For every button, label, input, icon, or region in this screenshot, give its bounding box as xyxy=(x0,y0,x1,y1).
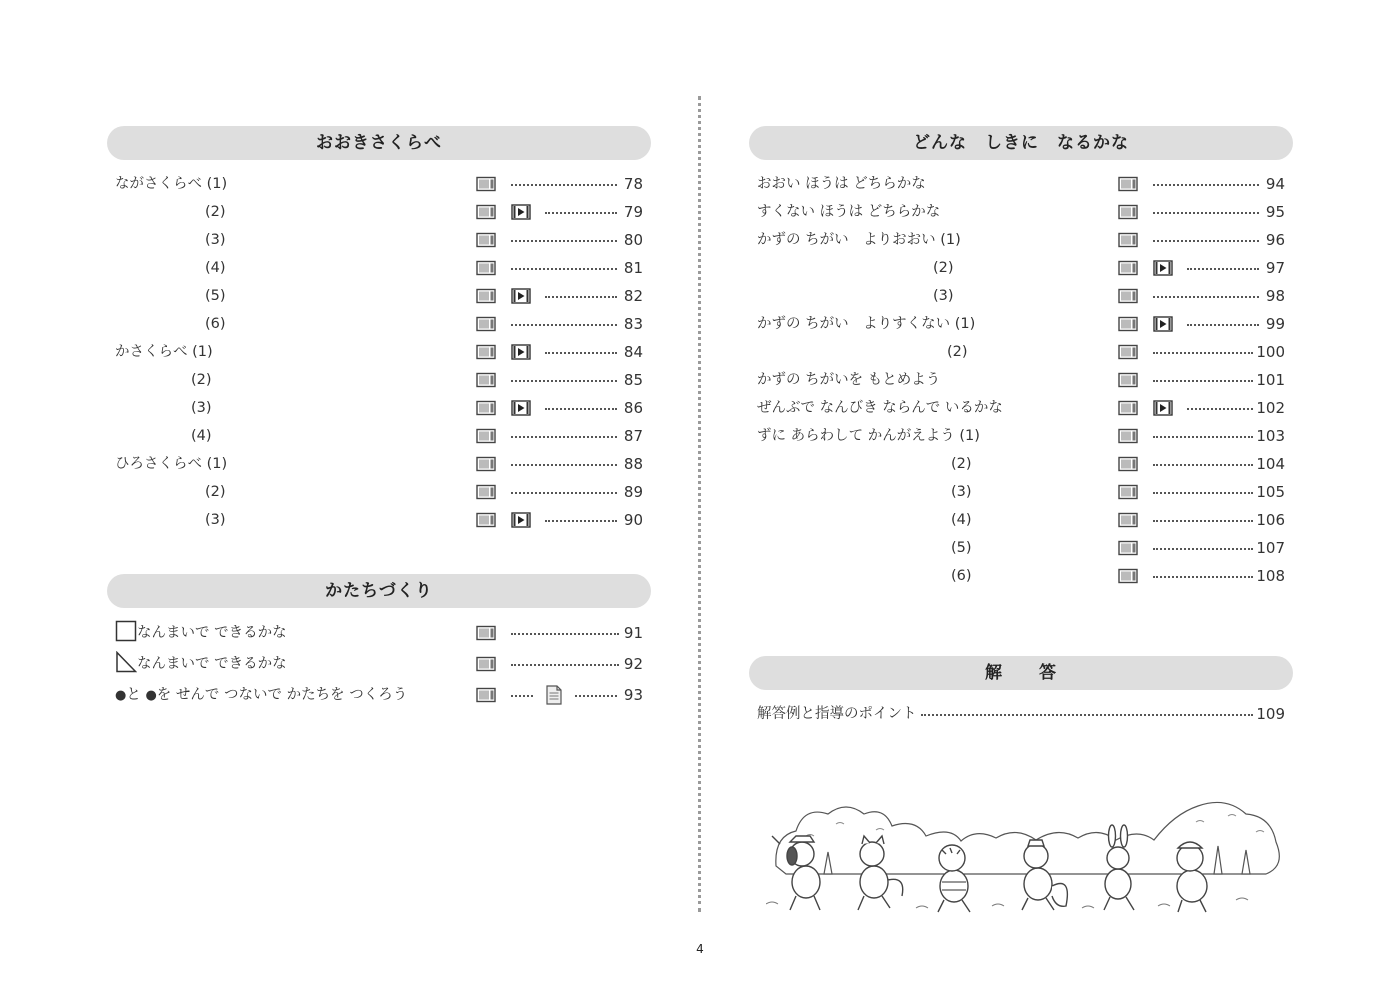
page-number: 109 xyxy=(1256,705,1285,723)
page-number: 90 xyxy=(623,511,643,529)
toc-title: かずの ちがい よりすくない (1) xyxy=(757,316,976,332)
leader-dots xyxy=(511,436,617,438)
worksheet-icon xyxy=(1118,372,1138,388)
worksheet-icon xyxy=(476,656,496,672)
leader-dots xyxy=(1153,464,1253,466)
page-number: 105 xyxy=(1256,483,1285,501)
toc-title: ぜんぶで なんびき ならんで いるかな xyxy=(757,400,1003,416)
page-number: 94 xyxy=(1265,175,1285,193)
leader-dots xyxy=(1153,184,1259,186)
toc-subtitle: (2) xyxy=(933,260,954,276)
toc-row-91[interactable] xyxy=(107,621,651,645)
toc-row-96[interactable] xyxy=(749,228,1293,252)
video-play-icon[interactable] xyxy=(511,400,531,416)
leader-dots xyxy=(1153,576,1253,578)
page-number: 100 xyxy=(1256,343,1285,361)
page-number: 88 xyxy=(623,455,643,473)
square-shape-icon xyxy=(115,620,137,642)
toc-subtitle: (2) xyxy=(947,344,968,360)
worksheet-icon xyxy=(1118,400,1138,416)
section-header-size-comparison xyxy=(107,126,651,160)
page-number: 102 xyxy=(1256,399,1285,417)
toc-title-with-square xyxy=(115,621,287,645)
leader-dots xyxy=(511,695,533,697)
toc-title: おおい ほうは どちらかな xyxy=(757,176,926,192)
leader-dots xyxy=(545,408,617,410)
worksheet-icon xyxy=(1118,512,1138,528)
toc-subtitle: (4) xyxy=(205,260,226,276)
worksheet-icon xyxy=(1118,344,1138,360)
toc-row-97[interactable] xyxy=(749,256,1293,280)
toc-subtitle: (2) xyxy=(951,456,972,472)
worksheet-icon xyxy=(476,456,496,472)
worksheet-icon xyxy=(1118,484,1138,500)
toc-row-92[interactable] xyxy=(107,652,651,676)
black-dot-glyph: ● xyxy=(145,688,157,703)
page-number: 79 xyxy=(623,203,643,221)
leader-dots xyxy=(1187,268,1259,270)
worksheet-icon xyxy=(1118,176,1138,192)
page-number: 91 xyxy=(623,624,643,642)
animals-walking-illustration xyxy=(766,796,1286,916)
video-play-icon[interactable] xyxy=(1153,316,1173,332)
toc-row-86[interactable] xyxy=(107,396,651,420)
leader-dots xyxy=(511,324,617,326)
worksheet-icon xyxy=(476,428,496,444)
worksheet-icon xyxy=(476,344,496,360)
worksheet-icon xyxy=(476,176,496,192)
toc-row-104[interactable] xyxy=(749,452,1293,476)
section-header-answers xyxy=(749,656,1293,690)
leader-dots xyxy=(545,352,617,354)
page-number: 103 xyxy=(1256,427,1285,445)
toc-title: かずの ちがい よりおおい (1) xyxy=(757,232,961,248)
page-number: 78 xyxy=(623,175,643,193)
leader-dots xyxy=(511,184,617,186)
toc-row-90[interactable] xyxy=(107,508,651,532)
leader-dots xyxy=(1153,296,1259,298)
toc-row-93[interactable] xyxy=(107,683,651,707)
leader-dots xyxy=(1187,408,1253,410)
leader-dots xyxy=(921,714,1253,716)
toc-subtitle: (2) xyxy=(205,204,226,220)
toc-row-101[interactable] xyxy=(749,368,1293,392)
section-title: 解 答 xyxy=(985,663,1057,683)
toc-title: ずに あらわして かんがえよう (1) xyxy=(757,428,980,444)
toc-subtitle: (3) xyxy=(951,484,972,500)
toc-row-87[interactable] xyxy=(107,424,651,448)
toc-row-102[interactable] xyxy=(749,396,1293,420)
toc-row-107[interactable] xyxy=(749,536,1293,560)
toc-row-79[interactable] xyxy=(107,200,651,224)
leader-dots xyxy=(511,633,619,635)
video-play-icon[interactable] xyxy=(511,512,531,528)
leader-dots xyxy=(1153,352,1253,354)
section-title: かたちづくり xyxy=(325,581,433,601)
worksheet-icon xyxy=(476,232,496,248)
page-footer-number: 4 xyxy=(696,942,704,956)
toc-subtitle: (3) xyxy=(933,288,954,304)
leader-dots xyxy=(545,520,617,522)
section-title: どんな しきに なるかな xyxy=(913,133,1129,153)
toc-subtitle: (2) xyxy=(191,372,212,388)
toc-title-part: と xyxy=(126,687,146,703)
page-number: 99 xyxy=(1265,315,1285,333)
page-number: 84 xyxy=(623,343,643,361)
leader-dots xyxy=(511,664,619,666)
toc-title-part: を せんで つないで かたちを つくろう xyxy=(156,687,408,703)
toc-row-98[interactable] xyxy=(749,284,1293,308)
page-number: 107 xyxy=(1256,539,1285,557)
triangle-shape-icon xyxy=(115,651,137,673)
worksheet-icon xyxy=(476,484,496,500)
document-icon[interactable] xyxy=(545,685,563,705)
video-play-icon[interactable] xyxy=(511,288,531,304)
leader-dots xyxy=(1153,548,1253,550)
toc-title: かさくらべ (1) xyxy=(115,344,213,360)
toc-subtitle: (2) xyxy=(205,484,226,500)
toc-row-80[interactable] xyxy=(107,228,651,252)
page-divider xyxy=(698,96,701,912)
toc-row-81[interactable] xyxy=(107,256,651,280)
toc-row-82[interactable] xyxy=(107,284,651,308)
page-number: 106 xyxy=(1256,511,1285,529)
worksheet-icon xyxy=(476,260,496,276)
toc-row-108[interactable] xyxy=(749,564,1293,588)
toc-title: すくない ほうは どちらかな xyxy=(757,204,941,220)
worksheet-icon xyxy=(476,288,496,304)
toc-subtitle: (3) xyxy=(205,512,226,528)
page-number: 87 xyxy=(623,427,643,445)
toc-row-100[interactable] xyxy=(749,340,1293,364)
leader-dots xyxy=(1187,324,1259,326)
toc-subtitle: (3) xyxy=(191,400,212,416)
page-number: 80 xyxy=(623,231,643,249)
leader-dots xyxy=(1153,212,1259,214)
worksheet-icon xyxy=(1118,316,1138,332)
leader-dots xyxy=(1153,240,1259,242)
worksheet-icon xyxy=(476,687,496,703)
worksheet-icon xyxy=(1118,204,1138,220)
toc-subtitle: (5) xyxy=(951,540,972,556)
page-number: 89 xyxy=(623,483,643,501)
toc-title: ながさくらべ (1) xyxy=(115,176,228,192)
video-play-icon[interactable] xyxy=(1153,400,1173,416)
worksheet-icon xyxy=(476,400,496,416)
leader-dots xyxy=(511,492,617,494)
toc-row-109[interactable] xyxy=(749,702,1293,726)
worksheet-icon xyxy=(476,625,496,641)
toc-title: かずの ちがいを もとめよう xyxy=(757,372,941,388)
bear-character xyxy=(1177,842,1207,912)
worksheet-icon xyxy=(1118,260,1138,276)
leader-dots xyxy=(1153,520,1253,522)
worksheet-icon xyxy=(1118,456,1138,472)
video-play-icon[interactable] xyxy=(511,204,531,220)
page-number: 85 xyxy=(623,371,643,389)
toc-title: ひろさくらべ (1) xyxy=(115,456,228,472)
toc-title-with-triangle xyxy=(115,652,287,676)
toc-row-94[interactable] xyxy=(749,172,1293,196)
page-number: 96 xyxy=(1265,231,1285,249)
page-number: 82 xyxy=(623,287,643,305)
leader-dots xyxy=(511,464,617,466)
worksheet-icon xyxy=(476,316,496,332)
toc-row-84[interactable] xyxy=(107,340,651,364)
toc-subtitle: (5) xyxy=(205,288,226,304)
page-number: 104 xyxy=(1256,455,1285,473)
worksheet-icon xyxy=(476,372,496,388)
worksheet-icon xyxy=(1118,232,1138,248)
page-number: 97 xyxy=(1265,259,1285,277)
toc-title: なんまいで できるかな xyxy=(137,625,287,641)
toc-row-85[interactable] xyxy=(107,368,651,392)
toc-row-105[interactable] xyxy=(749,480,1293,504)
leader-dots xyxy=(545,212,617,214)
worksheet-icon xyxy=(1118,568,1138,584)
page-number: 93 xyxy=(623,686,643,704)
page-number: 81 xyxy=(623,259,643,277)
page-number: 101 xyxy=(1256,371,1285,389)
leader-dots xyxy=(511,380,617,382)
leader-dots xyxy=(511,268,617,270)
page-number: 86 xyxy=(623,399,643,417)
toc-title: なんまいで できるかな xyxy=(137,656,287,672)
black-dot-glyph: ● xyxy=(115,688,127,703)
leader-dots xyxy=(1153,492,1253,494)
worksheet-icon xyxy=(1118,540,1138,556)
toc-row-95[interactable] xyxy=(749,200,1293,224)
page-number: 108 xyxy=(1256,567,1285,585)
worksheet-icon xyxy=(476,512,496,528)
section-header-which-expression xyxy=(749,126,1293,160)
toc-subtitle: (3) xyxy=(205,232,226,248)
leader-dots xyxy=(1153,380,1253,382)
page-number: 98 xyxy=(1265,287,1285,305)
toc-row-83[interactable] xyxy=(107,312,651,336)
toc-row-103[interactable] xyxy=(749,424,1293,448)
toc-subtitle: (4) xyxy=(951,512,972,528)
toc-title-dots xyxy=(115,683,407,708)
toc-subtitle: (6) xyxy=(205,316,226,332)
toc-row-99[interactable] xyxy=(749,312,1293,336)
section-title: おおきさくらべ xyxy=(316,133,442,153)
leader-dots xyxy=(511,240,617,242)
toc-row-78[interactable] xyxy=(107,172,651,196)
toc-title: 解答例と指導のポイント xyxy=(757,706,917,722)
toc-row-106[interactable] xyxy=(749,508,1293,532)
video-play-icon[interactable] xyxy=(511,344,531,360)
tiger-character xyxy=(938,845,970,912)
page-number: 83 xyxy=(623,315,643,333)
toc-subtitle: (6) xyxy=(951,568,972,584)
video-play-icon[interactable] xyxy=(1153,260,1173,276)
toc-row-89[interactable] xyxy=(107,480,651,504)
grass-tufts xyxy=(766,898,1248,908)
leader-dots xyxy=(1153,436,1253,438)
worksheet-icon xyxy=(1118,288,1138,304)
worksheet-icon xyxy=(1118,428,1138,444)
leader-dots xyxy=(545,296,617,298)
leader-dots xyxy=(575,695,617,697)
toc-row-88[interactable] xyxy=(107,452,651,476)
page-number: 95 xyxy=(1265,203,1285,221)
section-header-shape-making xyxy=(107,574,651,608)
toc-subtitle: (4) xyxy=(191,428,212,444)
page-number: 92 xyxy=(623,655,643,673)
worksheet-icon xyxy=(476,204,496,220)
